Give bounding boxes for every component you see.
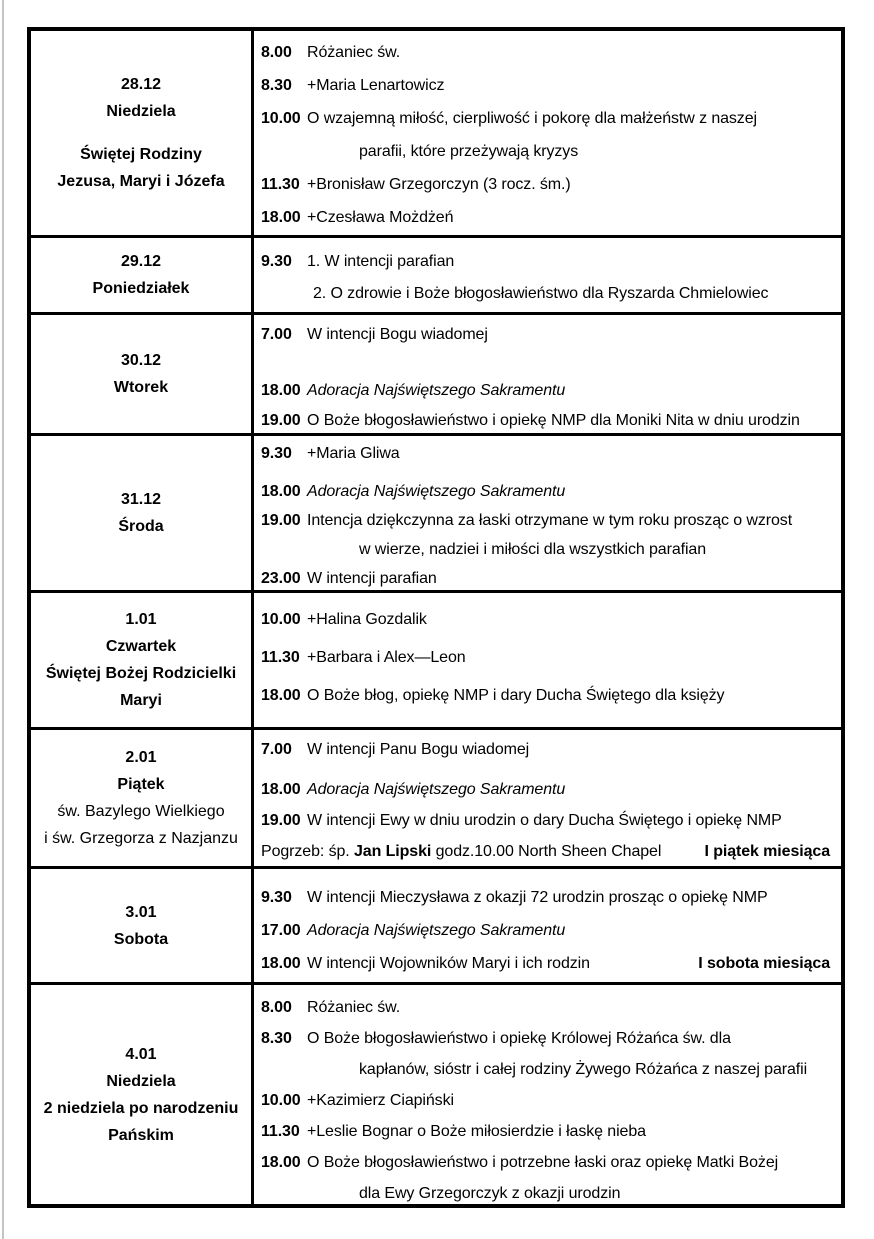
mass-intention-text: +Czesława Możdżeń [307,209,454,226]
entry-spacer [261,350,835,376]
mass-intention-text: W intencji parafian [307,570,437,587]
mass-time: 9.30 [261,889,292,906]
scan-edge-artifact [2,0,4,1239]
date-line: i św. Grzegorza z Nazjanzu [44,830,238,847]
date-line: Wtorek [113,379,169,396]
mass-entry [261,201,835,234]
entries-cell [251,235,841,312]
mass-time: 10.00 [261,1092,301,1109]
entries-cell [251,590,841,727]
date-line: Piątek [117,776,165,793]
adoration-note: Adoracja Najświętszego Sakramentu [307,382,566,399]
entries-cell [251,31,841,235]
mass-time: 18.00 [261,209,301,226]
mass-time: 10.00 [261,611,301,628]
mass-time: 19.00 [261,512,301,529]
mass-time: 18.00 [261,687,301,704]
date-line: 28.12 [120,76,162,93]
mass-intention-text: O Boże błog, opiekę NMP i dary Ducha Świętego dla księży [307,687,725,704]
mass-entry [261,805,835,836]
mass-entry [261,69,835,102]
date-line: 2.01 [125,749,157,766]
date-line: Poniedziałek [92,280,190,297]
mass-time: 10.00 [261,110,301,127]
mass-intention-text: +Halina Gozdalik [307,611,427,628]
mass-entry [261,677,835,715]
mass-intention-text: +Maria Lenartowicz [307,77,445,94]
mass-intention-text: W intencji Panu Bogu wiadomej [307,741,530,758]
date-cell [31,433,251,590]
mass-time: 7.00 [261,326,292,343]
mass-time: 18.00 [261,955,301,972]
entries-cell [251,727,841,866]
date-line: Czwartek [105,638,177,655]
mass-intention-text: +Leslie Bognar o Boże miłosierdzie i łaskę nieba [307,1123,646,1140]
date-cell [31,31,251,235]
mass-entry [261,992,835,1023]
first-of-month-note: I piątek miesiąca [704,843,830,860]
mass-entry [261,914,835,947]
mass-time: 8.30 [261,1030,292,1047]
mass-intention-text: parafii, które przeżywają kryzys [359,143,579,160]
intention-highlight: Jan Lipski [353,843,432,860]
date-line: Świętej Rodziny [80,146,202,163]
mass-intention-text: Różaniec św. [307,999,401,1016]
mass-intention-text: dla Ewy Grzegorczyk z okazji urodzin [359,1185,621,1202]
mass-entry [261,734,835,765]
date-line: Maryi [120,692,162,709]
mass-time: 18.00 [261,382,301,399]
date-line: Środa [118,518,164,535]
mass-entry [261,601,835,639]
entry-spacer [261,468,835,477]
mass-entry [261,439,835,468]
mass-intention-text: O wzajemną miłość, cierpliwość i pokorę dla małżeństw z naszej [307,110,757,127]
mass-time: 7.00 [261,741,292,758]
mass-intention-text: O Boże błogosławieństwo i potrzebne łaski oraz opiekę Matki Bożej [307,1154,779,1171]
mass-entry [261,376,835,406]
date-cell [31,590,251,727]
date-line: Niedziela [106,103,176,120]
mass-entry [261,1023,835,1054]
date-line: Niedziela [106,1072,176,1090]
mass-time: 18.00 [261,483,301,500]
date-line: Sobota [113,930,169,948]
mass-entry [261,102,835,135]
entries-cell [251,433,841,590]
mass-time: 11.30 [261,1123,300,1140]
first-of-month-note: I sobota miesiąca [698,955,830,972]
mass-entry [261,246,835,278]
entry-spacer [261,765,835,774]
mass-intention-text: O Boże błogosławieństwo i opiekę Królowej Różańca św. dla [307,1030,731,1047]
mass-time: 23.00 [261,570,301,587]
mass-time: 19.00 [261,412,301,429]
adoration-note: Adoracja Najświętszego Sakramentu [307,781,566,798]
mass-intention-text: w wierze, nadziei i miłości dla wszystkich parafian [359,541,707,558]
date-line: 4.01 [125,1045,157,1063]
intention-segment: godz.10.00 North Sheen Chapel [431,843,662,860]
date-line: Świętej Bożej Rodzicielki [45,665,237,682]
mass-time: 17.00 [261,922,301,939]
mass-intention-text: W intencji Bogu wiadomej [307,326,488,343]
date-line: św. Bazylego Wielkiego [57,803,225,820]
mass-time: 8.30 [261,77,292,94]
adoration-note: Adoracja Najświętszego Sakramentu [307,483,566,500]
mass-intention-text: 1. W intencji parafian [307,253,455,270]
mass-time: 11.30 [261,176,300,193]
intention-segment: Pogrzeb: śp. [261,843,354,860]
mass-entry [261,36,835,69]
mass-intention-text: W intencji Mieczysława z okazji 72 urodzin prosząc o opiekę NMP [307,889,768,906]
mass-entry [261,947,835,980]
mass-entry [261,1054,835,1085]
mass-intention-text: Intencja dziękczynna za łaski otrzymane w tym roku prosząc o wzrost [307,512,793,529]
date-cell [31,982,251,1204]
mass-entry [261,1147,835,1178]
date-line: 29.12 [120,253,162,270]
date-cell [31,235,251,312]
mass-time: 8.00 [261,44,292,61]
mass-entry [261,506,835,535]
mass-entry [261,168,835,201]
mass-entry [261,535,835,564]
mass-entry [261,406,835,436]
mass-intention-text: +Barbara i Alex—Leon [307,649,466,666]
mass-entry [261,1178,835,1209]
mass-intentions-table [27,27,845,1208]
date-cell [31,866,251,982]
mass-entry [261,477,835,506]
mass-intention-text: 2. O zdrowie i Boże błogosławieństwo dla Ryszarda Chmielowiec [313,285,769,302]
adoration-note: Adoracja Najświętszego Sakramentu [307,922,566,939]
mass-time: 18.00 [261,1154,301,1171]
entries-cell [251,312,841,433]
date-line: 3.01 [125,903,157,921]
mass-time: 11.30 [261,649,300,666]
mass-intention-text: O Boże błogosławieństwo i opiekę NMP dla Moniki Nita w dniu urodzin [307,412,800,429]
date-line: 31.12 [120,491,162,508]
mass-entry [261,639,835,677]
mass-time: 19.00 [261,812,301,829]
mass-entry [261,320,835,350]
mass-intention-text: +Maria Gliwa [307,445,400,462]
date-line: 1.01 [125,611,157,628]
mass-entry [261,881,835,914]
mass-entry [261,278,835,310]
date-cell [31,727,251,866]
date-line: 2 niedziela po narodzeniu [43,1099,239,1117]
mass-intention-text: W intencji Wojowników Maryi i ich rodzin [307,955,590,972]
date-cell [31,312,251,433]
mass-entry [261,1116,835,1147]
date-line: Pańskim [108,1126,174,1144]
entries-cell [251,982,841,1204]
mass-intention-text: +Kazimierz Ciapiński [307,1092,454,1109]
entries-cell [251,866,841,982]
mass-entry [261,836,835,867]
date-line: Jezusa, Maryi i Józefa [57,173,225,190]
mass-time: 18.00 [261,781,301,798]
mass-time: 9.30 [261,253,292,270]
mass-intention-text [261,836,661,867]
mass-entry [261,564,835,593]
mass-time: 8.00 [261,999,292,1016]
date-line: 30.12 [120,352,162,369]
mass-time: 9.30 [261,445,292,462]
mass-intention-text: +Bronisław Grzegorczyn (3 rocz. śm.) [307,176,571,193]
mass-intention-text: Różaniec św. [307,44,401,61]
mass-entry [261,1085,835,1116]
mass-entry [261,774,835,805]
mass-entry [261,135,835,168]
mass-intention-text: kapłanów, sióstr i całej rodziny Żywego Różańca z naszej parafii [359,1061,808,1078]
mass-intention-text: W intencji Ewy w dniu urodzin o dary Ducha Świętego i opiekę NMP [307,812,782,829]
